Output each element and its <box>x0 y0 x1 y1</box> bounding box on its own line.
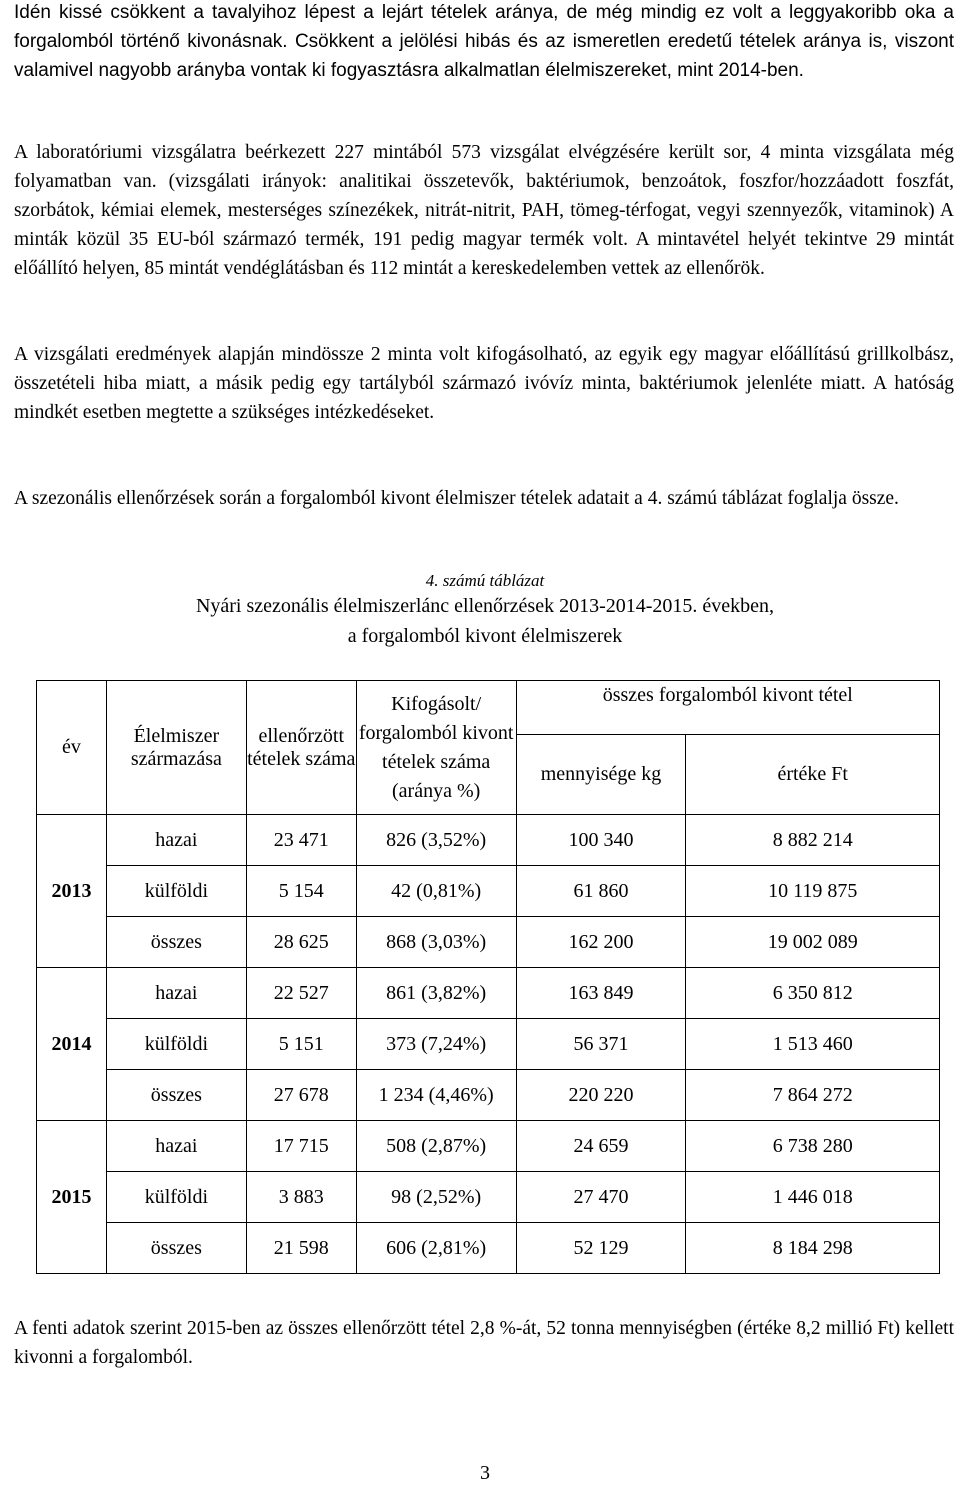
table-row-total <box>37 1223 940 1274</box>
year-cell: 2014 <box>37 968 107 1121</box>
rejected-cell: 606 (2,81%) <box>356 1223 516 1274</box>
table-title-line1: Nyári szezonális élelmiszerlánc ellenőrzések 2013-2014-2015. években, <box>195 595 775 617</box>
header-value: értéke Ft <box>686 735 940 815</box>
value-cell: 8 184 298 <box>686 1223 940 1274</box>
year-cell: 2015 <box>37 1121 107 1274</box>
quantity-cell: 163 849 <box>516 968 686 1019</box>
checked-cell: 28 625 <box>246 917 356 968</box>
checked-cell: 23 471 <box>246 815 356 866</box>
rejected-cell: 42 (0,81%) <box>356 866 516 917</box>
origin-cell: hazai <box>106 815 246 866</box>
value-cell: 7 864 272 <box>686 1070 940 1121</box>
rejected-cell: 861 (3,82%) <box>356 968 516 1019</box>
lab-paragraph <box>14 138 954 283</box>
quantity-cell: 24 659 <box>516 1121 686 1172</box>
table-row <box>37 1019 940 1070</box>
quantity-cell: 27 470 <box>516 1172 686 1223</box>
table-row <box>37 1172 940 1223</box>
header-rejected: Kifogásolt/ forgalomból kivont tételek száma (aránya %) <box>356 681 516 815</box>
header-checked: ellenőrzött tételek száma <box>246 681 356 815</box>
quantity-cell: 61 860 <box>516 866 686 917</box>
origin-cell: külföldi <box>106 1172 246 1223</box>
quantity-cell: 220 220 <box>516 1070 686 1121</box>
origin-cell: összes <box>106 1070 246 1121</box>
rejected-cell: 98 (2,52%) <box>356 1172 516 1223</box>
origin-cell: összes <box>106 1223 246 1274</box>
sampling-place-text: A mintavétel helyét tekintve 29 mintát előállító helyen, 85 mintát vendéglátásban és 112 mintát a kereskedelemben vettek az ellenőrök. <box>14 229 954 279</box>
checked-cell: 27 678 <box>246 1070 356 1121</box>
origin-samples-text: A minták közül 35 EU-ból származó termék, 191 pedig magyar termék volt. <box>14 200 954 250</box>
rejected-cell: 508 (2,87%) <box>356 1121 516 1172</box>
origin-cell: külföldi <box>106 866 246 917</box>
value-cell: 19 002 089 <box>686 917 940 968</box>
lab-samples-text: A laboratóriumi vizsgálatra beérkezett 227 mintából 573 vizsgálat elvégzésére került sor, 4 minta vizsgálata még folyamatban van. <box>14 142 954 192</box>
table-row <box>37 1121 940 1172</box>
origin-cell: külföldi <box>106 1019 246 1070</box>
value-cell: 8 882 214 <box>686 815 940 866</box>
page-number: 3 <box>480 1462 490 1484</box>
table-row <box>37 968 940 1019</box>
quantity-cell: 100 340 <box>516 815 686 866</box>
checked-cell: 3 883 <box>246 1172 356 1223</box>
checked-cell: 5 151 <box>246 1019 356 1070</box>
conclusion-paragraph: A fenti adatok szerint 2015-ben az összes ellenőrzött tétel 2,8 %-át, 52 tonna mennyiségben (értéke 8,2 millió Ft) kellett kivonni a forgalomból. <box>14 1318 954 1368</box>
value-cell: 1 446 018 <box>686 1172 940 1223</box>
seasonal-paragraph: A szezonális ellenőrzések során a forgalomból kivont élelmiszer tételek adatait a 4. számú táblázat foglalja össze. <box>14 488 899 509</box>
value-cell: 1 513 460 <box>686 1019 940 1070</box>
checked-cell: 21 598 <box>246 1223 356 1274</box>
checked-cell: 17 715 <box>246 1121 356 1172</box>
rejected-cell: 373 (7,24%) <box>356 1019 516 1070</box>
rejected-cell: 868 (3,03%) <box>356 917 516 968</box>
lab-directions-text: (vizsgálati irányok: analitikai összetevők, baktériumok, benzoátok, foszfor/hozzáadott foszfát, szorbátok, kémiai elemek, mesterséges színezékek, nitrát-nitrit, PAH, tömeg-térfogat, vegyi szennyezők, vitaminok) <box>14 171 954 221</box>
rejected-cell: 826 (3,52%) <box>356 815 516 866</box>
quantity-cell: 52 129 <box>516 1223 686 1274</box>
header-year: év <box>37 681 107 815</box>
quantity-cell: 56 371 <box>516 1019 686 1070</box>
table-row-total <box>37 917 940 968</box>
results-paragraph: A vizsgálati eredmények alapján mindössze 2 minta volt kifogásolható, az egyik egy magyar előállítású grillkolbász, összetételi hiba miatt, a másik pedig egy tartályból származó ivóvíz minta, baktériumok jelenléte miatt. A hatóság mindkét esetben megtette a szükséges intézkedéseket. <box>14 344 954 423</box>
origin-cell: hazai <box>106 1121 246 1172</box>
origin-cell: összes <box>106 917 246 968</box>
checked-cell: 22 527 <box>246 968 356 1019</box>
value-cell: 6 738 280 <box>686 1121 940 1172</box>
rejected-cell: 1 234 (4,46%) <box>356 1070 516 1121</box>
value-cell: 6 350 812 <box>686 968 940 1019</box>
quantity-cell: 162 200 <box>516 917 686 968</box>
table-label: 4. számú táblázat <box>425 571 545 590</box>
intro-paragraph: Idén kissé csökkent a tavalyihoz lépest a lejárt tételek aránya, de még mindig ez volt a leggyakoribb oka a forgalomból történő kivonásnak. Csökkent a jelölési hibás és az ismeretlen eredetű tételek aránya is, viszont valamivel nagyobb arányba vontak ki fogyasztásra alkalmatlan élelmiszereket, mint 2014-ben. <box>14 2 954 81</box>
table-row-total <box>37 1070 940 1121</box>
header-origin: Élelmiszer származása <box>106 681 246 815</box>
checked-cell: 5 154 <box>246 866 356 917</box>
table-title-line2: a forgalomból kivont élelmiszerek <box>347 625 623 647</box>
value-cell: 10 119 875 <box>686 866 940 917</box>
origin-cell: hazai <box>106 968 246 1019</box>
table-row <box>37 866 940 917</box>
table-row <box>37 815 940 866</box>
header-quantity: mennyisége kg <box>516 735 686 815</box>
year-cell: 2013 <box>37 815 107 968</box>
withdrawn-food-table <box>36 680 940 1274</box>
header-withdrawn: összes forgalomból kivont tétel <box>516 681 939 735</box>
